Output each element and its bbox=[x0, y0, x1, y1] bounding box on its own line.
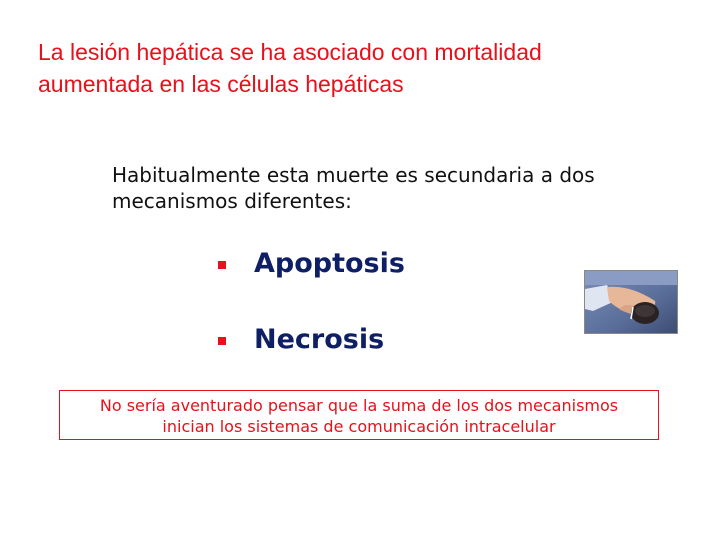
bullet-label: Apoptosis bbox=[254, 248, 405, 279]
hand-photo bbox=[584, 270, 678, 334]
title-line-1: La lesión hepática se ha asociado con mortalidad bbox=[38, 39, 542, 65]
intro-line-1: Habitualmente esta muerte es secundaria a dos bbox=[112, 163, 595, 187]
note-line-1: No sería aventurado pensar que la suma de los dos mecanismos bbox=[99, 396, 619, 415]
intro-line-2: mecanismos diferentes: bbox=[112, 189, 352, 213]
title-line-2: aumentada en las células hepáticas bbox=[38, 71, 404, 97]
note-line-2: inician los sistemas de comunicación intracelular bbox=[162, 417, 556, 436]
square-bullet-icon bbox=[218, 261, 226, 269]
intro-text bbox=[112, 162, 672, 214]
note-box bbox=[59, 390, 659, 440]
bullet-item-necrosis bbox=[218, 324, 384, 355]
square-bullet-icon bbox=[218, 337, 226, 345]
bullet-label: Necrosis bbox=[254, 324, 385, 355]
slide-title bbox=[38, 36, 698, 100]
bullet-item-apoptosis bbox=[218, 248, 405, 279]
